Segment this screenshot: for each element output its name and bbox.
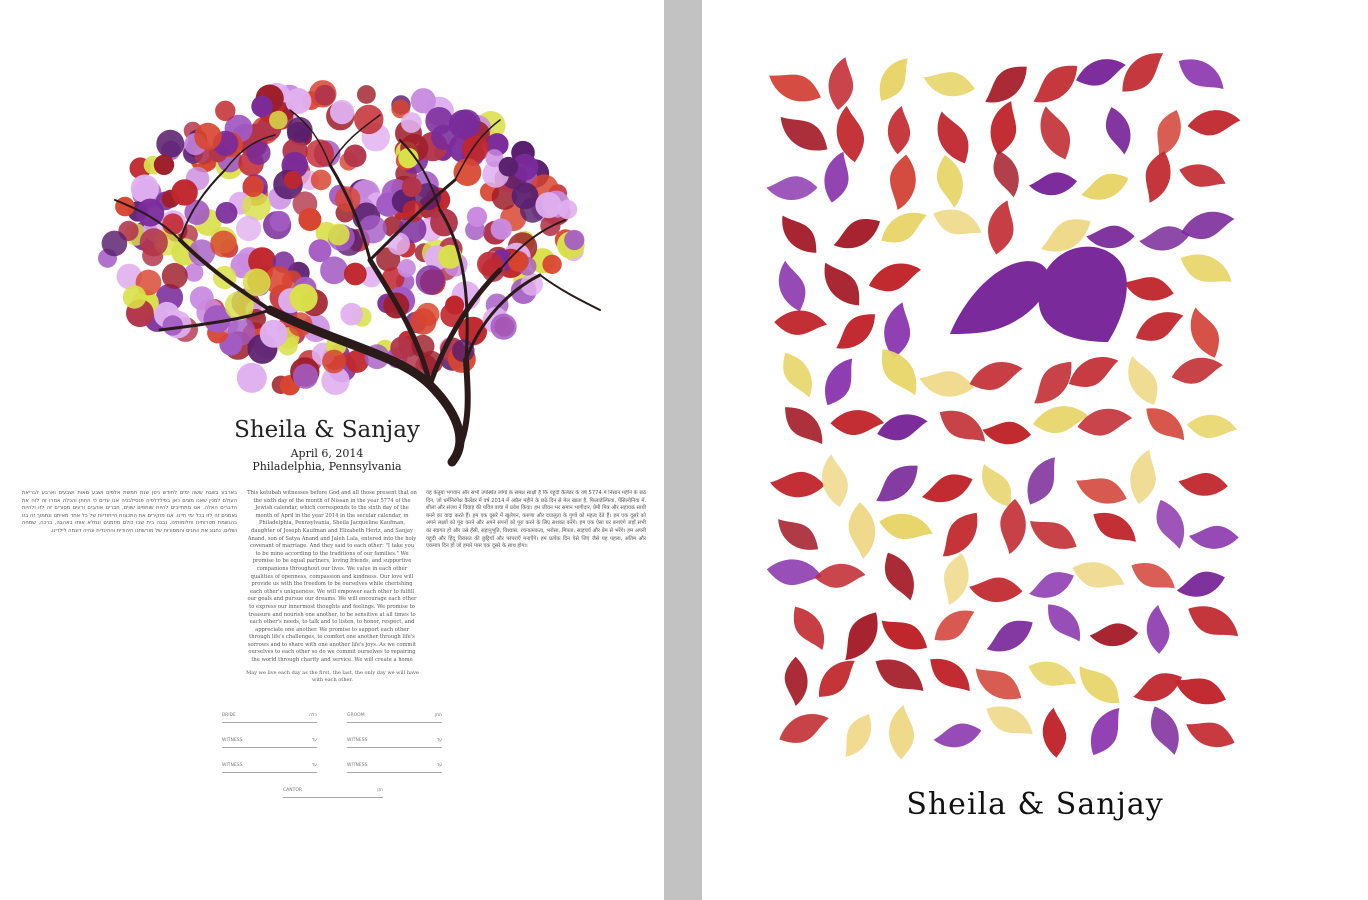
leaf-icon: [923, 57, 974, 109]
tree-leaf-circle: [102, 231, 128, 257]
watercolor-tree-illustration: [0, 0, 664, 480]
leaf-icon: [929, 553, 981, 605]
leaf-icon: [1029, 159, 1077, 207]
leaf-icon: [1187, 402, 1237, 453]
tree-leaf-circle: [564, 230, 584, 250]
leaf-icon: [823, 106, 879, 163]
leaf-icon: [1136, 304, 1184, 350]
leaf-icon: [933, 712, 981, 759]
leaf-icon: [833, 502, 890, 559]
leaf-icon: [816, 358, 864, 405]
tree-leaf-circle: [401, 112, 422, 133]
leaf-icon: [767, 545, 823, 601]
leaf-icon: [1146, 500, 1194, 549]
leaf-icon: [1018, 457, 1067, 504]
leaf-icon: [1029, 563, 1074, 607]
leaf-icon: [1141, 707, 1188, 756]
leaf-icon: [776, 353, 819, 398]
tree-leaf-circle: [535, 192, 561, 218]
leaf-icon: [1095, 107, 1142, 154]
english-ketubah-text: This ketubah witnesses before God and all those present that on the sixth day of the month of Nissan in the year 5774 of the Jewish calendar, which corresponds to the sixth day of the month of April in the year 2014 in the secular calendar, in Philadelphia, Pennsylvania, Sheila Jacqueline Kaufman, daughter of Joseph Kaufman and Elizabeth Hertz, and Sanjay Anand, son of Satya Anand and Jaleh Lala, entered into the holy covenant of marriage. And they said to each other: "I take you to be mine according to the traditions of our families." We promise to be equal partners, loving friends, and supportive companions throughout our lives. We value in each other qualities of openness, compassion and kindness. Our love will provide us with the freedom to be ourselves while cherishing each other's uniqueness. We will empower each other to fulfill our goals and pursue our dreams. We will encourage each other to express our innermost thoughts and feelings. We promise to treasure and nourish one another, to be sensitive at all times to each other's needs, to talk and to listen, to honor, respect, and appreciate one another. We promise to support each other through life's challenges, to comfort one another through life's sorrows and to share with one another life's joys. As we commit ourselves to each other so do we commit ourselves to repairing the world through charity and service. We will create a home: [247, 490, 417, 662]
love-birds-leaves-print: [702, 0, 1368, 900]
leaf-icon: [822, 263, 863, 306]
leaf-icon: [1076, 464, 1127, 516]
leaf-icon: [879, 500, 933, 554]
tree-leaf-circle: [402, 177, 422, 197]
love-birds: [950, 247, 1127, 342]
leaf-icon: [1134, 605, 1183, 654]
leaf-icon: [875, 705, 929, 759]
leaf-icon: [877, 349, 921, 395]
leaf-icon: [1090, 610, 1139, 658]
leaf-icon: [1178, 459, 1228, 509]
tree-leaf-circle: [287, 117, 313, 143]
tree-leaf-circle: [416, 265, 445, 294]
tree-leaf-circle: [344, 263, 367, 286]
leaf-icon: [771, 657, 820, 706]
leaf-icon: [933, 199, 982, 249]
leaf-icon: [1179, 52, 1224, 99]
tree-leaf-circle: [322, 350, 346, 374]
tree-leaf-circle: [251, 96, 273, 118]
panel-divider: [664, 0, 702, 900]
tree-leaf-circle: [330, 100, 354, 124]
leaf-icon: [1189, 512, 1239, 562]
couple-names: Sheila & Sanjay: [234, 417, 420, 443]
tree-leaf-circle: [387, 232, 410, 255]
couple-names-signature: Sheila & Sanjay: [906, 787, 1164, 822]
signature-line-witness: WITNESS עד: [222, 737, 317, 748]
leaf-icon: [881, 611, 927, 658]
tree-leaf-circle: [491, 218, 512, 239]
leaf-icon: [778, 513, 818, 555]
tree-leaf-circle: [398, 259, 416, 277]
leaf-icon: [830, 396, 884, 450]
leaf-icon: [928, 111, 979, 163]
leaf-icon: [874, 155, 930, 211]
leaf-icon: [1119, 356, 1167, 405]
tree-leaf-circles: [98, 80, 585, 395]
leaf-icon: [875, 106, 924, 154]
leaf-icon: [1139, 213, 1190, 263]
signature-line-cantor: CANTOR חזן: [283, 787, 383, 798]
tree-leaf-circle: [270, 211, 291, 232]
tree-leaf-circle: [243, 269, 271, 297]
leaf-icon: [1122, 53, 1163, 91]
signature-line-bride: BRIDE כלה: [222, 712, 317, 723]
leaf-icon: [1124, 263, 1174, 313]
leaf-icon: [935, 606, 975, 644]
tree-leaf-circle: [430, 209, 458, 237]
leaf-icon: [1188, 97, 1241, 150]
tree-leaf-circle: [298, 208, 321, 231]
leaf-icon: [974, 200, 1029, 254]
hebrew-ketubah-text: בארבע בשבת ששה ימים לחודש ניסן שנת חמשת אלפים ושבע מאות ושבעים וארבע לבריאת העולם למנין שאנו מונים כאן בפילדלפיה פנסילבניה אנו עדים כי החתן והכלה אמרו זה לזה את הדברים האלה. אנו מתחייבים להיות שותפים שווים, חברים אוהבים ורעים מסורים זה לזו ולהיות נאמנים זה לזו בכל ימי חיינו. אנו מוקירים את התכונות הייחודיות של כל אחד מאיתנו ונתמוך זה בזו בהגשמת מטרותינו וחלומותינו. נבנה בית שבו כולם מוזמנים ונמלא אותו באהבה, ברכה, שמחה ושלום, נחגוג את החגים והמסורות של מורשתנו היהודית וההינדית ונהיה דוגמה לילדינו.: [22, 490, 237, 534]
leaf-icon: [1186, 709, 1235, 759]
tree-leaf-circle: [320, 256, 348, 284]
leaf-icon: [877, 403, 928, 453]
leaf-icon: [1030, 708, 1080, 758]
tree-leaf-circle: [344, 145, 367, 168]
leaf-icon: [1046, 604, 1081, 641]
leaf-icon: [1028, 650, 1076, 699]
leaf-icon: [940, 403, 986, 450]
leaf-icon: [1146, 405, 1184, 445]
leaf-icon: [836, 313, 875, 350]
leaf-icon: [780, 109, 827, 158]
wedding-date: April 6, 2014: [290, 447, 364, 460]
leaf-icon: [876, 464, 917, 503]
tree-leaf-circle: [311, 170, 332, 191]
tree-leaf-circle: [162, 213, 183, 234]
leaf-icon: [1133, 663, 1182, 711]
hindi-ketubah-text: यह केतुबा भगवान और सभी उपस्थित लोगों के समक्ष साक्षी है कि यहूदी कैलेंडर के वर्ष 5774 में निसान महीने के छठे दिन, जो धर्मनिरपेक्ष कैलेंडर में वर्ष 2014 में अप्रैल महीने के छठे दिन से मेल खाता है, फिलाडेल्फिया, पेंसिल्वेनिया में, शीला और संजय ने विवाह की पवित्र वाचा में प्रवेश किया। हम जीवन भर समान भागीदार, प्रेमी मित्र और सहायक साथी बनने का वादा करते हैं। हम एक दूसरे में खुलेपन, करुणा और दयालुता के गुणों को महत्व देते हैं। हम एक दूसरे को अपने लक्ष्यों को पूरा करने और अपने सपनों को पूरा करने के लिए सशक्त करेंगे। हम एक ऐसा घर बनाएंगे जहाँ सभी का स्वागत हो और उसे हँसी, सहानुभूति, विश्वास, रचनात्मकता, भरोसा, मित्रता, साहचर्य और प्रेम से भरेंगे। हम अपनी यहूदी और हिंदू विरासत की छुट्टियाँ और परंपराएँ मनाएँगे। हम प्रत्येक दिन ऐसे जिएं जैसे यह पहला, अंतिम और एकमात्र दिन हो जो हमारे पास एक दूसरे के साथ होगा।: [426, 490, 646, 550]
leaf-icon: [1082, 708, 1131, 755]
leaf-icon: [1181, 199, 1234, 252]
leaf-icon: [779, 705, 828, 753]
tree-leaf-circle: [131, 175, 159, 203]
watercolor-leaves-illustration: [702, 0, 1368, 790]
tree-leaf-circle: [491, 314, 517, 340]
tree-leaf-circle: [269, 111, 288, 130]
leaf-icon: [1031, 362, 1075, 404]
leaf-icon: [1188, 597, 1238, 649]
leaf-icon: [1033, 63, 1077, 105]
tree-leaf-circle: [425, 107, 453, 135]
leaf-icon: [975, 660, 1021, 707]
leaf-icon: [937, 513, 983, 557]
tree-leaf-circle: [185, 263, 204, 282]
tree-leaf-circle: [210, 231, 237, 258]
tree-leaf-circle: [390, 337, 413, 360]
leaf-icon: [1030, 510, 1077, 558]
leaf-icon: [976, 464, 1017, 507]
tree-leaf-circle: [328, 224, 350, 246]
leaf-icon: [1029, 106, 1081, 159]
tree-leaf-circle: [445, 296, 464, 315]
tree-leaf-circle: [162, 263, 188, 289]
leaf-icon: [1093, 506, 1136, 550]
leaf-icon: [788, 607, 830, 650]
tree-leaf-circle: [290, 284, 318, 312]
tree-leaf-circle: [154, 155, 174, 175]
leaf-icon: [833, 211, 880, 256]
tree-leaf-circle: [293, 364, 318, 389]
leaf-icon: [930, 655, 970, 697]
tree-leaf-circle: [243, 176, 264, 197]
leaf-icon: [922, 463, 973, 513]
tree-leaf-circle: [171, 179, 197, 205]
ketubah-tree-print: [0, 0, 664, 900]
leaf-icon: [1131, 151, 1184, 203]
leaf-icon: [1079, 664, 1119, 706]
tree-leaf-circle: [163, 315, 183, 335]
leaf-icon: [872, 58, 916, 101]
tree-leaf-circle: [542, 255, 561, 274]
leaf-icon: [782, 216, 817, 253]
bird-left-icon: [950, 261, 1049, 334]
leaf-icon: [969, 562, 1023, 616]
leaf-icon: [836, 612, 886, 660]
leaf-icon: [919, 355, 974, 410]
tree-leaf-circle: [499, 157, 519, 177]
tree-leaf-circle: [140, 228, 168, 256]
leaf-icon: [769, 60, 821, 113]
tree-leaf-circle: [315, 85, 336, 106]
tree-leaf-circle: [454, 158, 482, 186]
leaf-icon: [1181, 307, 1230, 357]
leaf-icon: [1181, 244, 1232, 297]
tree-leaf-circle: [357, 85, 376, 104]
leaf-icon: [1144, 110, 1192, 157]
tree-leaf-circle: [512, 183, 539, 210]
leaf-icon: [970, 350, 1023, 402]
leaf-icon: [876, 651, 924, 701]
tree-leaf-circle: [194, 123, 221, 150]
leaf-icon: [1081, 163, 1128, 209]
leaf-icon: [1131, 554, 1175, 599]
signature-line-witness: WITNESS עד: [347, 762, 442, 773]
leaf-icon: [983, 150, 1029, 197]
leaf-icon: [982, 408, 1031, 457]
leaf-icon: [1177, 560, 1225, 607]
leaf-icon: [1076, 48, 1126, 97]
bird-right-icon: [1038, 247, 1126, 342]
leaf-icon: [815, 57, 868, 110]
tree-leaf-circle: [156, 130, 184, 158]
leaf-icon: [815, 551, 866, 602]
leaf-icon: [768, 261, 818, 312]
leaf-icon: [1175, 664, 1226, 716]
leaf-pattern: [766, 48, 1240, 759]
leaf-icon: [985, 65, 1027, 105]
tree-leaf-circle: [467, 207, 487, 227]
leaf-icon: [987, 614, 1033, 658]
tree-leaf-circle: [416, 303, 439, 326]
tree-leaf-circle: [354, 105, 383, 134]
leaf-icon: [770, 456, 825, 511]
leaf-icon: [1072, 550, 1124, 603]
signature-line-witness: WITNESS עד: [347, 737, 442, 748]
leaf-icon: [1069, 348, 1119, 396]
leaf-icon: [924, 155, 976, 208]
tree-leaf-circle: [216, 202, 238, 224]
leaf-icon: [870, 302, 926, 358]
leaf-icon: [1179, 153, 1225, 200]
tree-leaf-circle: [508, 251, 529, 272]
signature-line-witness: WITNESS עד: [222, 762, 317, 773]
leaf-icon: [818, 661, 856, 697]
tree-leaf-circle: [284, 171, 302, 189]
tree-leaf-circle: [123, 285, 146, 308]
leaf-icon: [881, 206, 926, 250]
leaf-icon: [835, 714, 879, 757]
tree-leaf-circle: [247, 141, 271, 165]
tree-leaf-circle: [215, 101, 235, 121]
tree-leaf-circle: [340, 303, 363, 326]
leaf-icon: [869, 252, 921, 303]
wedding-place: Philadelphia, Pennsylvania: [252, 460, 402, 473]
leaf-icon: [766, 162, 817, 213]
leaf-icon: [1077, 395, 1132, 449]
tree-leaf-circle: [260, 320, 288, 348]
signature-line-groom: GROOM חתן: [347, 712, 442, 723]
leaf-icon: [986, 697, 1033, 745]
leaf-icon: [785, 406, 822, 445]
leaf-icon: [876, 553, 923, 601]
ketubah-title-block: [232, 416, 422, 473]
tree-leaf-circle: [237, 363, 267, 393]
leaf-icon: [977, 101, 1032, 155]
closing-blessing: May we live each day as the first, the last, the only day we will have with each other.: [246, 670, 419, 683]
tree-leaf-circle: [236, 216, 261, 241]
tree-leaf-circle: [449, 110, 478, 139]
